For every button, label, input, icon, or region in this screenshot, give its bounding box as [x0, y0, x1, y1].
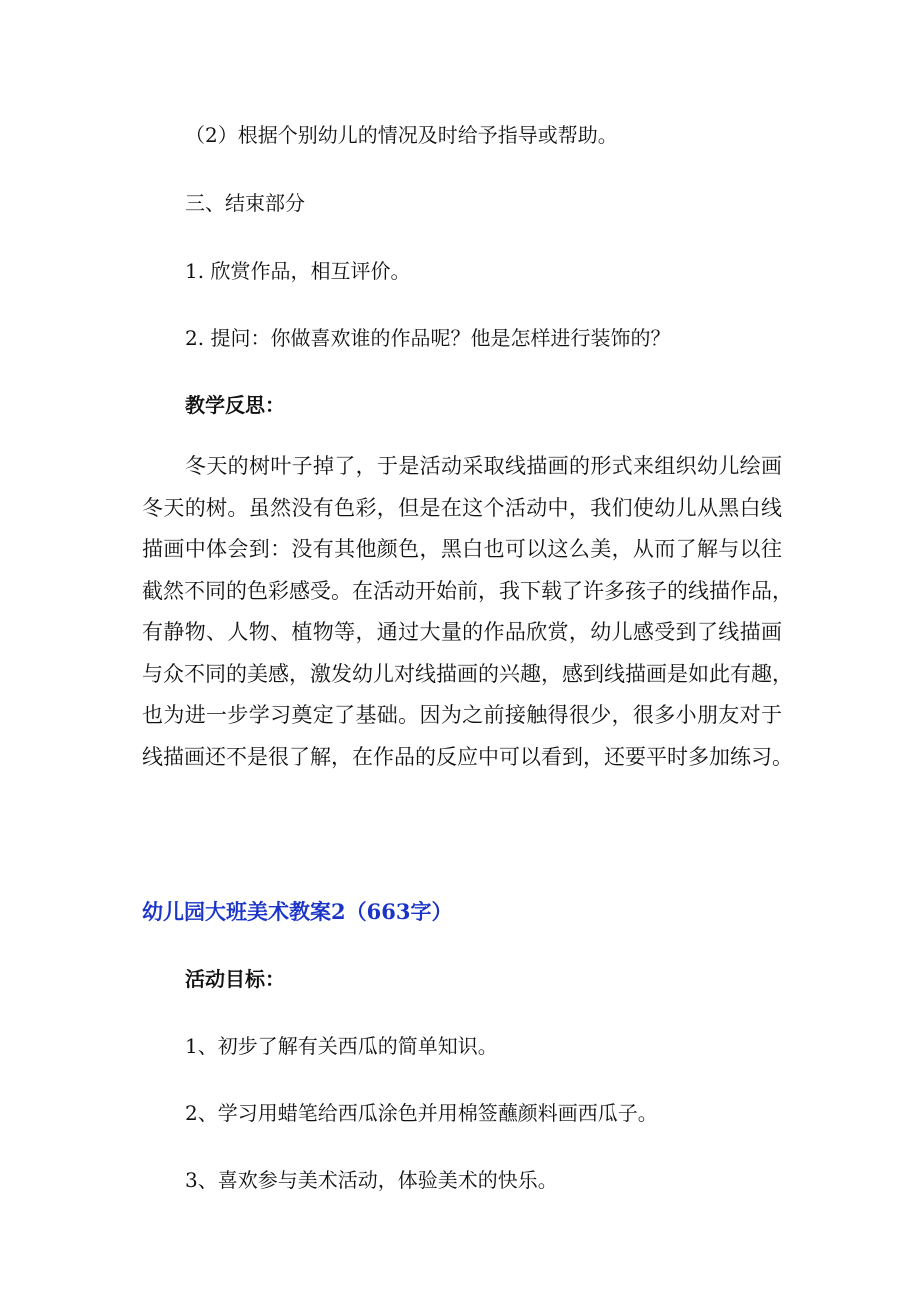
closing-step-2: 2. 提问：你做喜欢谁的作品呢？他是怎样进行装饰的？	[185, 326, 671, 350]
closing-step-1: 1. 欣赏作品，相互评价。	[185, 259, 411, 283]
reflection-line: 截然不同的色彩感受。在活动开始前，我下载了许多孩子的线描作品，	[142, 578, 793, 603]
reflection-paragraph	[142, 446, 793, 778]
lesson-plan-2-heading: 幼儿园大班美术教案2（663字）	[142, 899, 453, 924]
activity-goal-2: 2、学习用蜡笔给西瓜涂色并用棉签蘸颜料画西瓜子。	[185, 1101, 658, 1125]
activity-goal-1: 1、初步了解有关西瓜的简单知识。	[185, 1034, 498, 1058]
guidance-item-2: （2）根据个别幼儿的情况及时给予指导或帮助。	[185, 123, 618, 147]
reflection-line: 描画中体会到：没有其他颜色，黑白也可以这么美，从而了解与以往	[142, 537, 782, 561]
activity-goals-title: 活动目标：	[185, 967, 285, 991]
reflection-line: 与众不同的美感，激发幼儿对线描画的兴趣，感到线描画是如此有趣，	[142, 661, 793, 686]
reflection-title: 教学反思：	[185, 393, 285, 417]
reflection-line: 冬天的树叶子掉了，于是活动采取线描画的形式来组织幼儿绘画	[185, 454, 782, 478]
reflection-line: 也为进一步学习奠定了基础。因为之前接触得很少，很多小朋友对于	[142, 703, 782, 727]
reflection-line: 冬天的树。虽然没有色彩，但是在这个活动中，我们使幼儿从黑白线	[142, 495, 782, 520]
reflection-line: 有静物、人物、植物等，通过大量的作品欣赏，幼儿感受到了线描画	[142, 620, 782, 644]
reflection-line: 线描画还不是很了解，在作品的反应中可以看到，还要平时多加练习。	[142, 744, 793, 769]
activity-goal-3: 3、喜欢参与美术活动，体验美术的快乐。	[185, 1168, 558, 1192]
part-3-title: 三、结束部分	[185, 191, 305, 215]
